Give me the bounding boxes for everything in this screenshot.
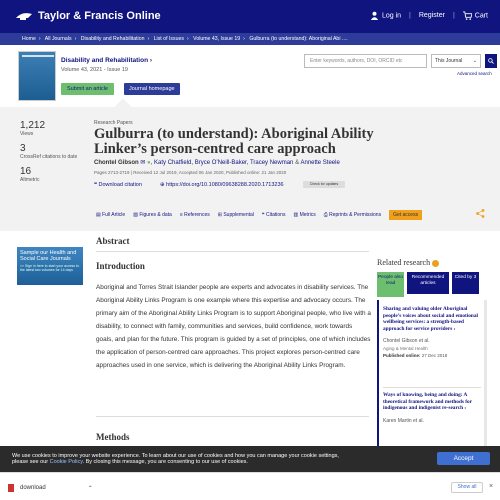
reprint-icon: ⎙ [323, 212, 328, 218]
related-title: Ways of knowing, being and doing: A theoretical framework and methods for indigenous and indigenist re-search › [383, 392, 472, 411]
email-icon[interactable]: ✉ [140, 160, 146, 166]
quote-icon: ❝ [94, 182, 97, 188]
article-toolbar [96, 210, 422, 220]
orcid-icon[interactable]: ● [147, 160, 151, 166]
download-bar [0, 472, 500, 500]
article-dates: Pages 2713-2719 | Received 12 Jul 2019, Accepted 06 Jan 2020, Published online: 21 Jan 2020 [94, 170, 287, 175]
altmetric-label: Altmetric [20, 177, 40, 183]
advanced-search-link[interactable]: Advanced search [457, 71, 492, 76]
breadcrumb-volume[interactable]: Volume 43, Issue 19 [193, 36, 241, 42]
search-icon [488, 58, 494, 64]
quote-icon: ❝ [261, 212, 265, 218]
references-icon: ≡ [179, 212, 183, 218]
breadcrumb-sep: › [186, 36, 189, 42]
cookie-text-1: We use cookies to improve your website experience. To learn about our use of cookies and how you can manage your cookie settings, [12, 453, 339, 459]
divider [96, 416, 369, 417]
views-label: Views [20, 131, 34, 137]
cookie-banner [0, 446, 500, 472]
altmetric-count[interactable]: 16 [20, 166, 32, 177]
related-tabs [377, 272, 479, 297]
related-author: Karen Martin et al. [383, 417, 424, 424]
breadcrumb-current: Gulburra (to understand): Aboriginal Abi .... [249, 36, 348, 42]
abstract-heading: Abstract [96, 236, 130, 246]
references-tab[interactable]: ≡ References [179, 212, 210, 218]
cookie-policy-link[interactable]: Cookie Policy [49, 459, 83, 465]
breadcrumb-sep: › [147, 36, 150, 42]
accept-cookies-button[interactable]: Accept [437, 452, 490, 465]
login-link[interactable]: Log in [370, 11, 401, 20]
submit-article-button[interactable]: Submit an article [61, 83, 114, 95]
figures-tab[interactable]: ▧ Figures & data [133, 212, 172, 218]
share-icon[interactable] [476, 209, 485, 218]
list-item[interactable] [383, 306, 481, 358]
image-icon: ▧ [133, 212, 138, 218]
brand-logo[interactable] [14, 9, 161, 23]
user-icon [370, 11, 379, 20]
author-others[interactable]: Katy Chatfield, Bryce O’Neill-Baker, Tracey Newman [154, 160, 294, 166]
top-nav [370, 11, 488, 20]
article-metrics [20, 120, 80, 189]
sample-journals-ad[interactable] [17, 247, 83, 285]
introduction-text: Aboriginal and Torres Strait Islander people are experts and advocates in disability services. The Aboriginal Ability Links Program is one example where this expertise and advocacy occurs. The primary aim of the Aboriginal Ability Links Program is to support Aboriginal people, who live with a disability, to connect with family, communities and services, build confidence, work towards goals, and plan for the future. This program is guided by a set of principles, one of which includes the application of person-centred care approaches. This project explores person-centred care approaches used in one service, which is delivering the Aboriginal Ability Links Program. [96, 284, 371, 369]
related-journal: Aging & Mental Health [383, 346, 428, 351]
top-bar [0, 0, 500, 33]
crossref-count: 3 [20, 143, 26, 154]
nav-separator: | [409, 12, 411, 19]
author-last[interactable]: Annette Steele [300, 160, 340, 166]
breadcrumb-all-journals[interactable]: All Journals [44, 36, 72, 42]
get-access-button[interactable]: Get access [389, 210, 422, 220]
download-citation-link[interactable]: ❝ Download citation [94, 182, 142, 188]
lamp-icon [14, 9, 34, 23]
cart-link[interactable]: Cart [463, 11, 488, 20]
cover-stripe [22, 55, 54, 57]
close-icon[interactable]: × [489, 483, 494, 490]
nav-separator: | [452, 12, 455, 19]
related-title: Sharing and valuing older Aboriginal people’s voices about social and emotional wellbeing services: a strength-based approach for service providers › [383, 306, 479, 332]
chevron-up-icon[interactable]: ⌃ [87, 485, 93, 492]
search-input[interactable]: Enter keywords, authors, DOI, ORCID etc [304, 54, 427, 68]
introduction-heading: Introduction [96, 261, 145, 271]
citations-tab[interactable]: ❝ Citations [261, 212, 286, 218]
methods-heading: Methods [96, 432, 130, 442]
sample-subtitle: >> Sign in here to start your access to the latest two volumes for 14 days [20, 264, 79, 272]
reprints-tab[interactable]: ⎙ Reprints & Permissions [323, 212, 382, 218]
bar-chart-icon: ▥ [293, 212, 299, 218]
chevron-down-icon: ⌄ [472, 58, 477, 64]
search-button[interactable] [485, 54, 497, 68]
related-published: Published online: 27 Dec 2018 [383, 353, 448, 358]
journal-header [0, 45, 500, 107]
chevron-right-icon: › [464, 405, 467, 411]
list-item[interactable] [383, 392, 481, 424]
related-scrollbar[interactable] [484, 300, 487, 450]
related-author: Chontel Gibson et al. [383, 338, 430, 344]
divider [383, 387, 481, 388]
views-count: 1,212 [20, 120, 46, 131]
article-title: Gulburra (to understand): Aboriginal Ability Linker’s person-centred care approach [94, 126, 374, 157]
journal-homepage-button[interactable]: Journal homepage [124, 83, 180, 95]
author-first[interactable]: Chontel Gibson [94, 160, 139, 166]
divider [96, 251, 369, 252]
tab-cited-by[interactable]: Cited by 3 [452, 272, 479, 294]
link-icon: ⊕ [160, 182, 165, 188]
supplemental-icon: ⊞ [217, 212, 222, 218]
breadcrumb-sep: › [38, 36, 41, 42]
check-updates-badge[interactable]: Check for updates [303, 181, 345, 188]
breadcrumb-sep: › [243, 36, 245, 42]
search-scope-select[interactable]: This Journal ⌄ [431, 54, 481, 68]
supplemental-tab[interactable]: ⊞ Supplemental [217, 212, 254, 218]
full-article-tab[interactable]: ▤ Full Article [96, 212, 126, 218]
author-ampersand: & [295, 160, 300, 166]
breadcrumb [0, 33, 500, 45]
cookie-text-2: please see our Cookie Policy. By closing this message, you are consenting to our use of cookies. [12, 459, 248, 465]
show-all-button[interactable]: Show all [451, 482, 483, 493]
breadcrumb-home[interactable]: Home [22, 36, 36, 42]
breadcrumb-journal[interactable]: Disability and Rehabilitation [80, 36, 145, 42]
author-list: Chontel Gibson ✉ ●, Katy Chatfield, Bryce O’Neill-Baker, Tracey Newman & Annette Steele [94, 160, 340, 166]
journal-volume: Volume 43, 2021 - Issue 19 [61, 67, 128, 73]
crossref-label: CrossRef citations to date [20, 154, 78, 160]
breadcrumb-sep: › [74, 36, 77, 42]
breadcrumb-issues[interactable]: List of Issues [153, 36, 184, 42]
tab-recommended-articles[interactable]: Recommended articles [407, 272, 449, 294]
cart-icon [463, 11, 472, 20]
register-link[interactable]: Register [418, 12, 445, 19]
brand-name: Taylor & Francis Online [38, 10, 161, 22]
article-type: Research Papers [94, 120, 133, 126]
info-icon[interactable] [432, 260, 439, 267]
doi-link[interactable]: ⊕ https://doi.org/10.1080/09638288.2020.1713236 [160, 182, 284, 188]
related-list [377, 300, 481, 450]
download-item[interactable]: download ⌃ [8, 484, 93, 492]
journal-title[interactable]: Disability and Rehabilitation › [61, 57, 153, 64]
related-research-heading: Related research [377, 258, 439, 267]
tab-people-also-read[interactable]: People also read [377, 272, 404, 297]
metrics-tab[interactable]: ▥ Metrics [293, 212, 316, 218]
pdf-file-icon [8, 484, 14, 492]
sample-title: Sample our Health and Social Care Journals [20, 250, 77, 262]
journal-cover[interactable] [18, 51, 56, 101]
chevron-right-icon: › [453, 325, 456, 332]
document-icon: ▤ [96, 212, 101, 218]
